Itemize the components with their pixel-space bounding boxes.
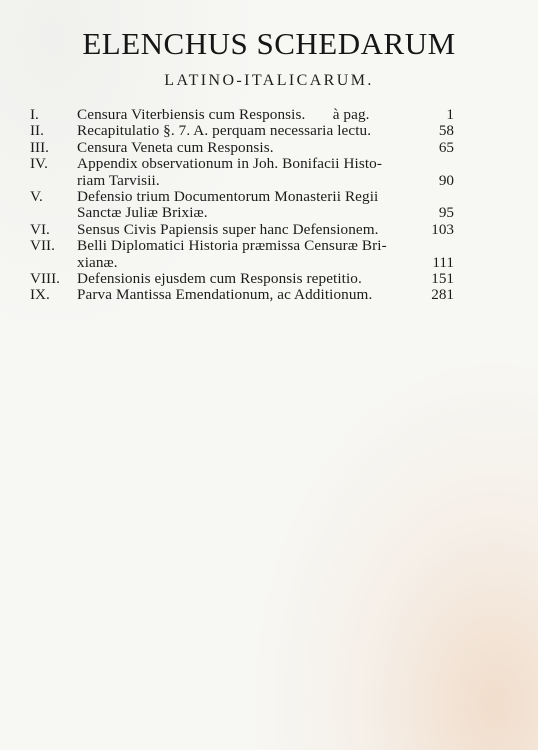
entry-numeral: II. [30, 122, 44, 140]
entry-numeral: VI. [30, 220, 50, 238]
entry-numeral: IV. [30, 155, 48, 173]
entry-text: Censura Viterbiensis cum Responsis. à pag. [77, 106, 370, 123]
entry-page-number: 111 [432, 253, 454, 271]
entry-page-number: 151 [431, 270, 454, 288]
entry-page-number: 95 [438, 204, 454, 222]
entry-page-number: 58 [438, 122, 454, 140]
entry-text: Censura Veneta cum Responsis. [77, 138, 274, 156]
toc-entry [30, 140, 454, 156]
entry-numeral: VIII. [30, 270, 60, 288]
entry-text-line: Defensio trium Documentorum Monasterii Regii [77, 188, 379, 206]
page-subtitle: LATINO-ITALICARUM. [164, 72, 374, 89]
toc-entry [30, 271, 454, 287]
entry-text-line: riam Tarvisii. [77, 171, 160, 189]
entry-numeral: III. [30, 138, 49, 156]
entry-text: Sensus Civis Papiensis super hanc Defensionem. [77, 220, 379, 238]
entry-text-line: xianæ. [77, 253, 118, 271]
entry-page-number: 281 [431, 286, 454, 304]
entry-text: Recapitulatio §. 7. A. perquam necessaria lectu. [77, 122, 372, 140]
entry-numeral: V. [30, 188, 43, 206]
entry-text-line: Belli Diplomatici Historia præmissa Censuræ Bri- [77, 237, 387, 255]
toc-entry [30, 123, 454, 139]
toc-entry [30, 287, 454, 303]
entry-page-number: 103 [431, 220, 454, 238]
entry-page-number: 1 [446, 106, 454, 123]
entry-text: Parva Mantissa Emendationum, ac Additionum. [77, 286, 373, 304]
entry-numeral: VII. [30, 237, 55, 255]
toc-entry [30, 222, 454, 238]
toc-entry [30, 189, 454, 222]
entry-text-line: Appendix observationum in Joh. Bonifacii Histo- [77, 155, 383, 173]
page-title: ELENCHUS SCHEDARUM [82, 26, 456, 61]
toc-entry [30, 238, 454, 271]
entry-numeral: IX. [30, 286, 50, 304]
table-of-contents [30, 107, 454, 304]
toc-entry [30, 156, 454, 189]
entry-page-number: 65 [438, 138, 454, 156]
entry-numeral: I. [30, 106, 39, 123]
entry-text: Defensionis ejusdem cum Responsis repetitio. [77, 270, 362, 288]
entry-text-line: Sanctæ Juliæ Brixiæ. [77, 204, 208, 222]
entry-page-number: 90 [438, 171, 454, 189]
toc-entry [30, 107, 454, 123]
